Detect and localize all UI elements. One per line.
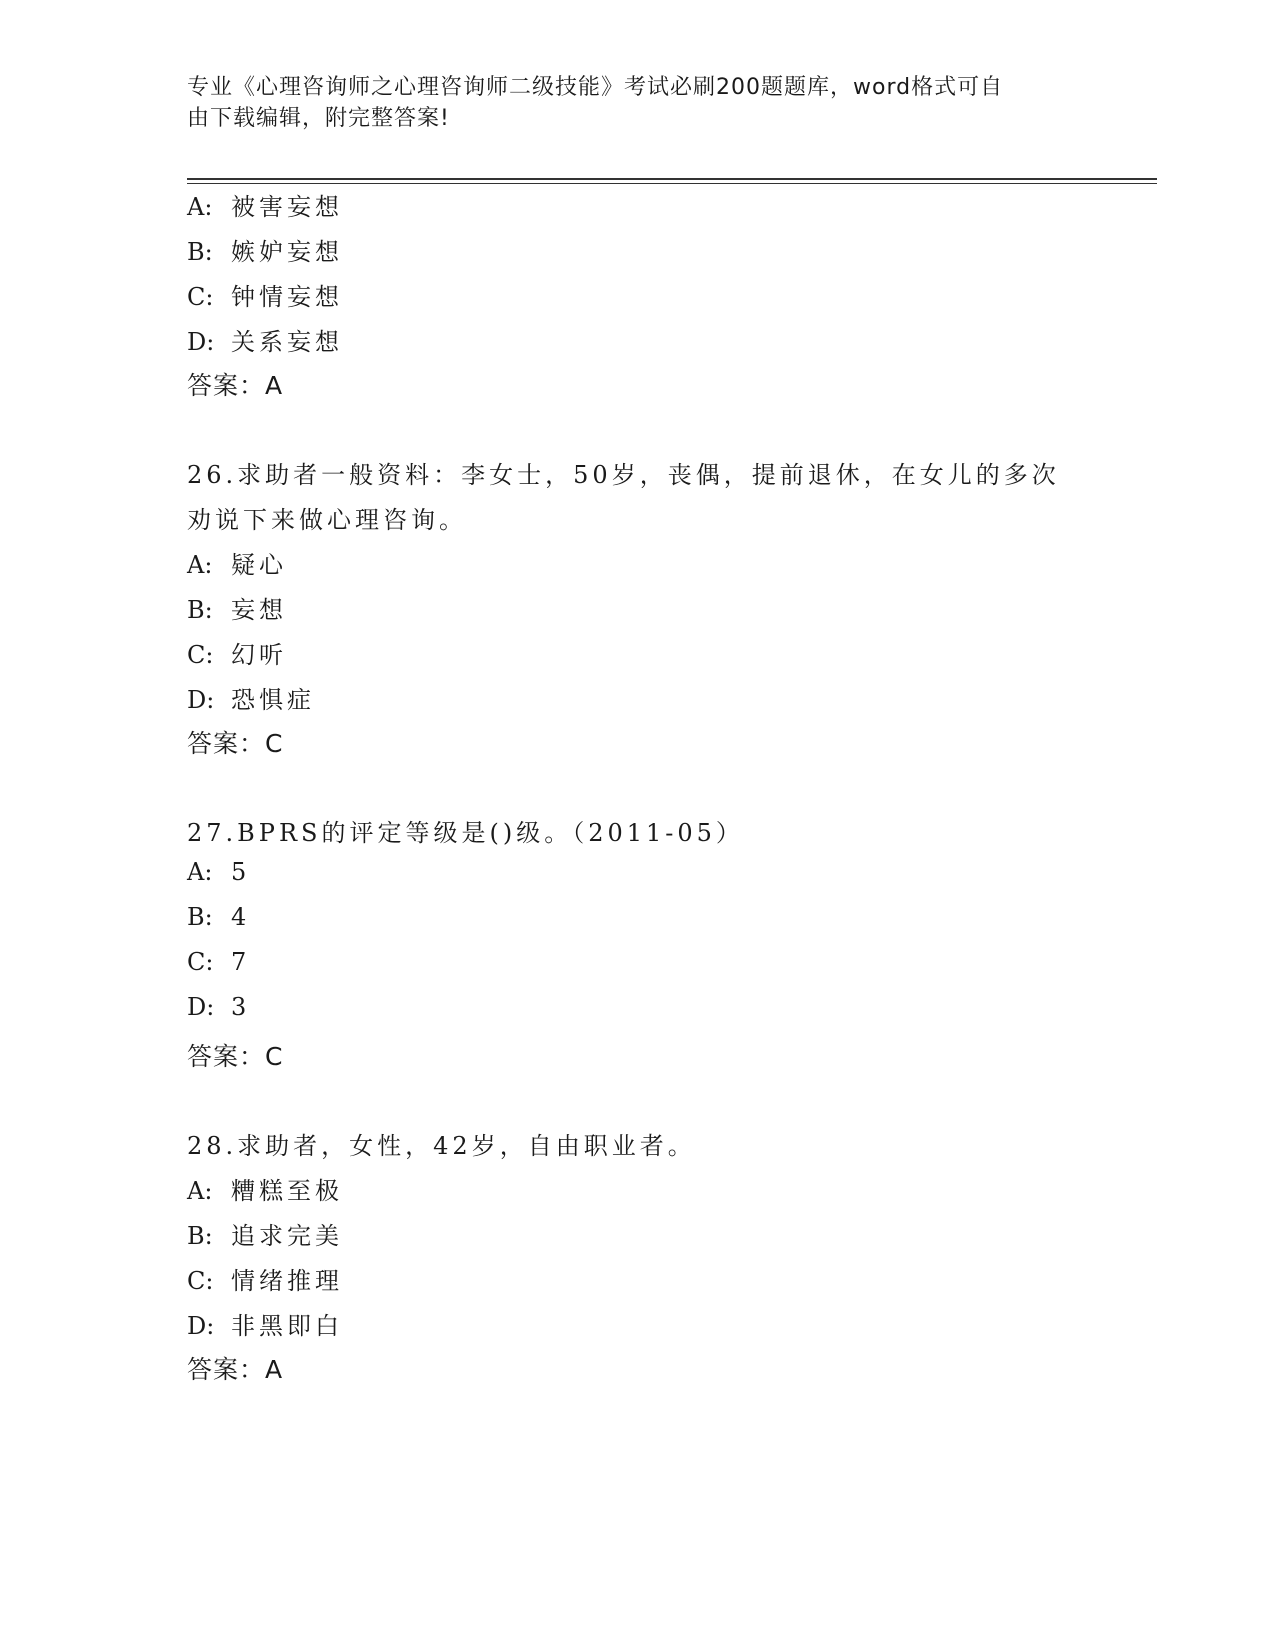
answer-line: 答案：C: [187, 1042, 284, 1071]
option-c: C: 情绪推理: [187, 1267, 343, 1295]
answer-line: 答案：A: [187, 371, 284, 400]
option-d: D: 非黑即白: [187, 1312, 343, 1340]
option-b: B: 嫉妒妄想: [187, 238, 343, 266]
option-b: B: 4: [187, 903, 251, 931]
header-line-1: 专业《心理咨询师之心理咨询师二级技能》考试必刷200题题库，word格式可自: [187, 75, 1004, 100]
option-a: A: 被害妄想: [187, 193, 343, 221]
question-stem-line1: 26.求助者一般资料：李女士，50岁，丧偶，提前退休，在女儿的多次: [187, 461, 1060, 489]
question-stem-line1: 28.求助者，女性，42岁，自由职业者。: [187, 1132, 696, 1160]
option-d: D: 恐惧症: [187, 686, 315, 714]
option-d: D: 关系妄想: [187, 328, 343, 356]
option-b: B: 追求完美: [187, 1222, 343, 1250]
header-line-2: 由下载编辑，附完整答案!: [187, 106, 450, 131]
document-header: [187, 72, 1067, 134]
option-c: C: 7: [187, 948, 251, 976]
option-a: A: 5: [187, 858, 251, 886]
option-a: A: 疑心: [187, 551, 287, 579]
answer-line: 答案：C: [187, 729, 284, 758]
header-divider: [187, 178, 1157, 184]
option-d: D: 3: [187, 993, 251, 1021]
answer-line: 答案：A: [187, 1355, 284, 1384]
question-stem-line1: 27.BPRS的评定等级是()级。（2011-05）: [187, 819, 744, 847]
option-a: A: 糟糕至极: [187, 1177, 343, 1205]
question-stem-line2: 劝说下来做心理咨询。: [187, 506, 467, 534]
option-c: C: 幻听: [187, 641, 287, 669]
option-b: B: 妄想: [187, 596, 287, 624]
option-c: C: 钟情妄想: [187, 283, 343, 311]
